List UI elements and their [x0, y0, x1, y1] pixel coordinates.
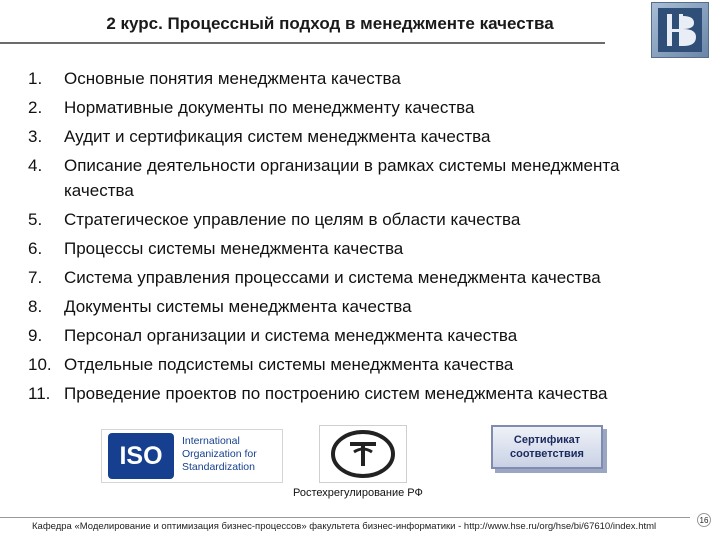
item-number: 2.	[28, 98, 43, 117]
item-text: Проведение проектов по построению систем менеджмента качества	[64, 384, 608, 403]
item-text: Аудит и сертификация систем менеджмента качества	[64, 127, 491, 146]
item-text: Документы системы менеджмента качества	[64, 297, 412, 316]
iso-badge	[108, 433, 174, 479]
title-underline	[0, 42, 605, 44]
item-number: 8.	[28, 297, 43, 316]
gost-r-icon	[320, 426, 406, 482]
iso-organization-name: International Organization for Standardization	[182, 435, 257, 473]
item-text: Система управления процессами и система менеджмента качества	[64, 268, 601, 287]
item-number: 3.	[28, 127, 43, 146]
iso-badge-text: ISO	[119, 442, 163, 470]
list-item	[28, 236, 628, 261]
item-number: 11.	[28, 384, 51, 403]
list-item	[28, 265, 628, 290]
iso-logo	[101, 429, 283, 483]
rostekhregulirovanie-caption: Ростехрегулирование РФ	[293, 487, 423, 499]
item-number: 10.	[28, 355, 52, 374]
item-number: 4.	[28, 156, 43, 175]
certification-logos	[101, 425, 616, 499]
item-number: 6.	[28, 239, 43, 258]
list-item	[28, 381, 628, 406]
item-text: Стратегическое управление по целям в области качества	[64, 210, 521, 229]
hse-logo	[651, 2, 709, 58]
certificate-label: Сертификат соответствия	[510, 434, 584, 460]
list-item	[28, 323, 628, 348]
conformity-certificate	[491, 425, 603, 469]
list-item	[28, 66, 628, 91]
slide-header	[0, 0, 720, 50]
page-number: 16	[697, 513, 711, 527]
list-item	[28, 153, 628, 203]
footer-divider	[0, 517, 690, 518]
list-item	[28, 124, 628, 149]
item-text: Нормативные документы по менеджменту качества	[64, 98, 475, 117]
item-number: 5.	[28, 210, 43, 229]
item-text: Описание деятельности организации в рамках системы менеджмента качества	[64, 156, 620, 200]
list-item	[28, 294, 628, 319]
list-item	[28, 207, 628, 232]
gost-logo	[319, 425, 407, 483]
slide-title: 2 курс. Процессный подход в менеджменте качества	[106, 14, 554, 33]
list-item	[28, 352, 628, 377]
item-text: Персонал организации и система менеджмента качества	[64, 326, 518, 345]
topic-list	[28, 66, 628, 410]
list-item	[28, 95, 628, 120]
item-number: 9.	[28, 326, 43, 345]
hse-logo-mark	[658, 8, 702, 52]
item-number: 1.	[28, 69, 43, 88]
item-text: Основные понятия менеджмента качества	[64, 69, 401, 88]
item-text: Процессы системы менеджмента качества	[64, 239, 404, 258]
item-number: 7.	[28, 268, 43, 287]
footer-text: Кафедра «Моделирование и оптимизация бизнес-процессов» факультета бизнес-информатики - http://www.hse.ru/org/hse/bi/67610/index.html	[32, 521, 657, 532]
item-text: Отдельные подсистемы системы менеджмента качества	[64, 355, 514, 374]
